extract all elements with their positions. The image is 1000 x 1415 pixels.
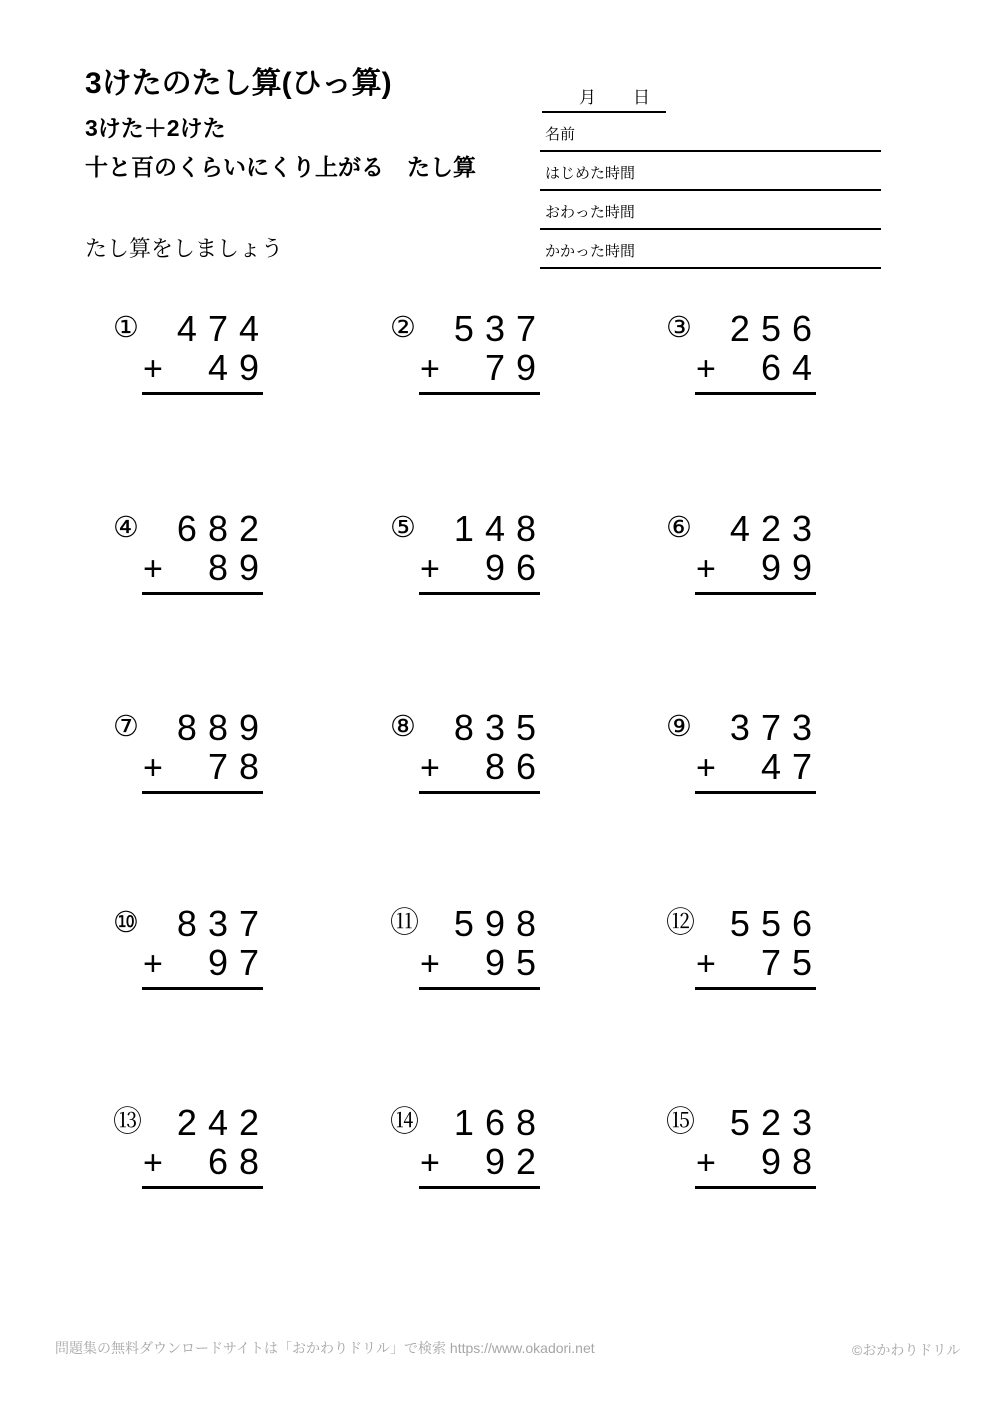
problem-10 <box>113 903 270 990</box>
page-title: 3けたのたし算(ひっ算) <box>85 67 392 100</box>
problem-number: ⑩ <box>113 907 139 939</box>
plus-operator-icon: + <box>143 1144 163 1182</box>
answer-line <box>142 347 270 395</box>
problem-addend: 96 <box>484 547 547 588</box>
column-calculation <box>695 508 823 595</box>
plus-operator-icon: + <box>143 350 163 388</box>
day-label: 日 <box>633 88 650 107</box>
problem-top-number: 423 <box>729 508 823 549</box>
problem-2 <box>390 308 547 395</box>
problem-7 <box>113 707 270 794</box>
column-calculation <box>695 707 823 794</box>
problem-4 <box>113 508 270 595</box>
problem-top-number: 835 <box>453 707 547 748</box>
answer-line <box>419 746 547 794</box>
plus-operator-icon: + <box>420 749 440 787</box>
problem-addend: 98 <box>760 1141 823 1182</box>
problem-8 <box>390 707 547 794</box>
plus-operator-icon: + <box>696 550 716 588</box>
plus-operator-icon: + <box>420 350 440 388</box>
month-label: 月 <box>579 88 596 107</box>
student-info-box <box>540 80 881 269</box>
problem-addend: 97 <box>207 942 270 983</box>
problem-top-number: 556 <box>729 903 823 944</box>
problem-addend: 75 <box>760 942 823 983</box>
problem-addend: 78 <box>207 746 270 787</box>
plus-operator-icon: + <box>696 945 716 983</box>
problem-top-number: 474 <box>176 308 270 349</box>
start-time-field: はじめた時間 <box>540 152 881 191</box>
problem-top-number: 168 <box>453 1102 547 1143</box>
problem-12 <box>666 903 823 990</box>
problem-9 <box>666 707 823 794</box>
problem-number: ① <box>113 312 139 344</box>
column-calculation <box>142 1102 270 1189</box>
elapsed-time-field: かかった時間 <box>540 230 881 269</box>
problem-14 <box>390 1102 547 1189</box>
footer-site-text: 問題集の無料ダウンロードサイトは「おかわりドリル」で検索 https://www.okadori.net <box>55 1340 595 1356</box>
footer-copyright: ©おかわりドリル <box>852 1342 961 1358</box>
plus-operator-icon: + <box>143 550 163 588</box>
problem-5 <box>390 508 547 595</box>
column-calculation <box>419 1102 547 1189</box>
column-calculation <box>695 308 823 395</box>
problem-addend: 89 <box>207 547 270 588</box>
plus-operator-icon: + <box>420 1144 440 1182</box>
answer-line <box>142 1141 270 1189</box>
column-calculation <box>419 308 547 395</box>
problem-top-number: 837 <box>176 903 270 944</box>
problem-top-number: 373 <box>729 707 823 748</box>
problem-1 <box>113 308 270 395</box>
problem-3 <box>666 308 823 395</box>
instruction-text: たし算をしましょう <box>85 236 284 261</box>
problem-addend: 64 <box>760 347 823 388</box>
problem-addend: 47 <box>760 746 823 787</box>
problem-number: ⑤ <box>390 512 416 544</box>
problem-number: ⑥ <box>666 512 692 544</box>
problem-number: ⑬ <box>113 1106 143 1138</box>
problem-addend: 68 <box>207 1141 270 1182</box>
plus-operator-icon: + <box>696 749 716 787</box>
problem-addend: 99 <box>760 547 823 588</box>
answer-line <box>142 547 270 595</box>
problem-number: ⑮ <box>666 1106 696 1138</box>
problem-number: ⑧ <box>390 711 416 743</box>
end-time-field: おわった時間 <box>540 191 881 230</box>
name-field: 名前 <box>540 113 881 152</box>
answer-line <box>695 942 823 990</box>
problem-top-number: 242 <box>176 1102 270 1143</box>
problem-addend: 95 <box>484 942 547 983</box>
problem-top-number: 523 <box>729 1102 823 1143</box>
problem-addend: 86 <box>484 746 547 787</box>
problem-13 <box>113 1102 270 1189</box>
problem-number: ⑭ <box>390 1106 420 1138</box>
problem-top-number: 148 <box>453 508 547 549</box>
subtitle-digit-pattern: 3けた＋2けた <box>85 115 226 141</box>
problem-top-number: 682 <box>176 508 270 549</box>
problem-top-number: 598 <box>453 903 547 944</box>
subtitle-carry-description: 十と百のくらいにくり上がる たし算 <box>85 154 476 180</box>
plus-operator-icon: + <box>143 945 163 983</box>
column-calculation <box>419 707 547 794</box>
plus-operator-icon: + <box>420 945 440 983</box>
answer-line <box>695 347 823 395</box>
column-calculation <box>419 508 547 595</box>
column-calculation <box>695 903 823 990</box>
answer-line <box>142 746 270 794</box>
problem-number: ⑫ <box>666 907 696 939</box>
problem-addend: 92 <box>484 1141 547 1182</box>
problem-11 <box>390 903 547 990</box>
problem-number: ⑦ <box>113 711 139 743</box>
problem-number: ② <box>390 312 416 344</box>
problem-6 <box>666 508 823 595</box>
answer-line <box>695 1141 823 1189</box>
answer-line <box>695 746 823 794</box>
problem-top-number: 256 <box>729 308 823 349</box>
answer-line <box>142 942 270 990</box>
problem-top-number: 889 <box>176 707 270 748</box>
problem-15 <box>666 1102 823 1189</box>
month-day-row <box>542 80 666 113</box>
column-calculation <box>142 508 270 595</box>
column-calculation <box>142 903 270 990</box>
plus-operator-icon: + <box>143 749 163 787</box>
problem-top-number: 537 <box>453 308 547 349</box>
answer-line <box>419 942 547 990</box>
plus-operator-icon: + <box>696 1144 716 1182</box>
column-calculation <box>419 903 547 990</box>
answer-line <box>419 347 547 395</box>
problem-number: ③ <box>666 312 692 344</box>
answer-line <box>695 547 823 595</box>
plus-operator-icon: + <box>696 350 716 388</box>
problem-number: ⑨ <box>666 711 692 743</box>
problem-number: ⑪ <box>390 907 420 939</box>
problem-addend: 79 <box>484 347 547 388</box>
problem-number: ④ <box>113 512 139 544</box>
column-calculation <box>142 707 270 794</box>
column-calculation <box>695 1102 823 1189</box>
plus-operator-icon: + <box>420 550 440 588</box>
answer-line <box>419 547 547 595</box>
answer-line <box>419 1141 547 1189</box>
problem-addend: 49 <box>207 347 270 388</box>
column-calculation <box>142 308 270 395</box>
